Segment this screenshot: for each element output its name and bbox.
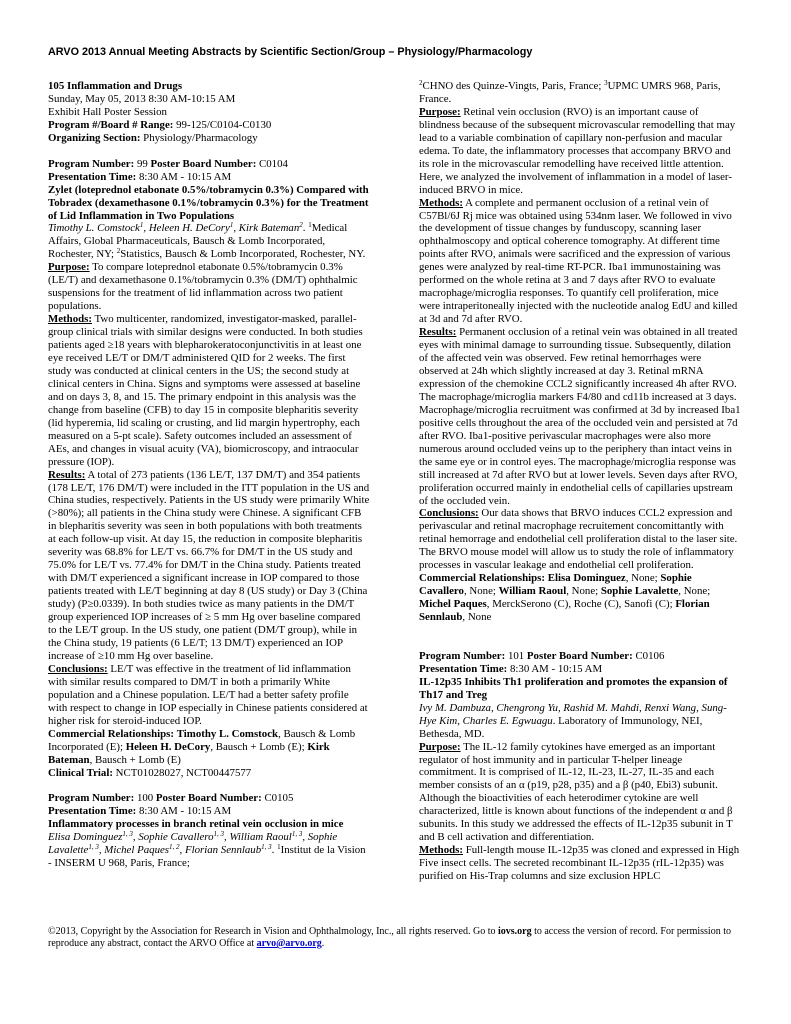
results: Results: A total of 273 patients (136 LE/T, 137 DM/T) and 354 patients (178 LE/T, 176 DM/T) were included in the ITT population in the US and China studies, respectively. Patients in the US study were primarily White (>80%); all patients in the China study were Chinese. A significant CFB in blepharitis severity was seen in both populations with both treatments at each follow-up visit. At day 15, the reduction in composite blepharitis severity was 68.8% for LE/T vs. 66.7% for DM/T in the US study and 75.0% for LE/T vs. 77.4% for DM/T in the China study. Patients treated with DM/T experienced a significant increase in IOP compared to those patients treated with LE/T beginning at day 8 (US study) or Day 3 (China study) (P≥0.0339). In both studies twice as many patients in the DM/T group experienced IOP increases of ≥ 5 mm Hg over baseline compared to the LE/T group. In the US study, one patient (DM/T group), while in the China study, 19 patients (6 LE/T; 13 DM/T) experienced an IOP increase of ≥10 mm Hg over baseline. [48, 468, 370, 662]
conclusions: Conclusions: LE/T was effective in the treatment of lid inflammation with similar results compared to DM/T in both a primarily White population and a Chinese population. LE/T had a better safety profile with respect to change in IOP especially in Chinese patients considered at higher risk for steroid-induced IOP. [48, 662, 368, 727]
session-title: 105 Inflammation and Drugs [48, 80, 183, 92]
abstract-101 [419, 650, 741, 883]
session-venue: Exhibit Hall Poster Session [48, 105, 167, 118]
left-column [48, 80, 370, 870]
abstract-100 [48, 792, 370, 870]
organizing-section-label: Organizing Section: [48, 131, 141, 144]
program-line: Program Number: 99 Poster Board Number: C0104 [48, 157, 288, 170]
arvo-email-link[interactable]: arvo@arvo.org [256, 938, 322, 949]
conclusions: Conclusions: Our data shows that BRVO induces CCL2 expression and perivascular and retinal macrophage recruitement concomittantly with retinal hemorrage and endothelial cell proliferation distal to the laser site. The BRVO mouse model will allow us to study the role of inflammatory processes in vascular leakage and endothelial cell proliferation. [419, 507, 738, 572]
commercial-relationships: Commercial Relationships: Elisa Dominguez, None; Sophie Cavallero, None; William Raoul, None; Sophie Lavalette, None; Michel Paques, MerckSerono (C), Roche (C), Sanofi (C); Florian Sennlaub, None [419, 572, 711, 624]
abstract-100-continued [419, 80, 741, 624]
results: Results: Permanent occlusion of a retinal vein was obtained in all treated eyes with minimal damage to surrounding tissue. Subsequently, dilation of the affected vein was observed. Few retinal hemorrhages were observed at 24h which slightly increased at day 3. Retinal mRNA expression of the chemokine CCL2 significantly increased 4h after RVO. The macrophage/microglia markers F4/80 and cd11b increased at 3 days. Macrophage/microglia recruitment was confirmed at 3d by increased Iba1 positive cells throughout the area of the occluded vein and persisted at 7d after RVO. Iba1-positive perivascular macrophages were also more numerous around occluded veins up to the periphery than intact veins in the same eye or in control eyes. The macrophage/microglia response was still increased at 7d after RVO but at lower levels. Seven days after RVO, proliferation occurred mainly in endothelial cells of capillaries upstream of the occluded vein. [419, 326, 741, 507]
purpose: Purpose: To compare loteprednol etabonate 0.5%/tobramycin 0.3% (LE/T) and dexamethasone 0.1%/tobramycin 0.3% (DM/T) ophthalmic suspensions for the treatment of lid inflammation across two patient populations. [48, 261, 358, 313]
time-line: Presentation Time: 8:30 AM - 10:15 AM [48, 805, 232, 818]
authors: Timothy L. Comstock$^1$, Heleen H. DeCory$^1$, Kirk Bateman$^2$. $^1$Medical Affairs, Global Pharmaceuticals, Bausch & Lomb Incorporated, Rochester, NY; $^2$Statistics, Bausch & Lomb Incorporated, Rochester, NY. [48, 221, 366, 261]
abstract-title: Inflammatory processes in branch retinal vein occlusion in mice [48, 818, 344, 831]
abstract-99 [48, 158, 370, 780]
program-range-value: 99-125/C0104-C0130 [173, 118, 272, 131]
authors: Ivy M. Dambuza, Chengrong Yu, Rashid M. Mahdi, Renxi Wang, Sung-Hye Kim, Charles E. Egwuagu. Laboratory of Immunology, NEI, Bethesda, MD. [419, 701, 727, 740]
program-range-label: Program #/Board # Range: [48, 118, 174, 131]
time-line: Presentation Time: 8:30 AM - 10:15 AM [48, 170, 232, 183]
page-header: ARVO 2013 Annual Meeting Abstracts by Scientific Section/Group – Physiology/Pharmacology [48, 46, 533, 58]
organizing-section [48, 132, 370, 145]
methods: Methods: Two multicenter, randomized, investigator-masked, parallel-group clinical trials with similar designs were conducted. In both studies patients aged ≥18 years with blepharokeratoconjunctivitis in at least one eye received LE/T or DM/T administered QID for 2 weeks. The first study was conducted at clinical centers in the US; the second study at clinical centers in China. Signs and symptoms were assessed at baseline and on days 3, 8, and 15. The primary endpoint in this analysis was the change from baseline (CFB) to day 15 in composite blepharitis severity (lid hyperemia, lid scaling or crusting, and lid margin hypertrophy, each measured on a 5-pt scale). Safety outcomes included an assessment of AEs, and changes in visual acuity (VA), biomicroscopy, and intraocular pressure (IOP). [48, 313, 363, 468]
session-date: Sunday, May 05, 2013 8:30 AM-10:15 AM [48, 92, 236, 105]
program-line: Program Number: 100 Poster Board Number: C0105 [48, 792, 294, 805]
authors: Elisa Dominguez$^{1, 3}$, Sophie Cavallero$^{1, 3}$, William Raoul$^{1, 3}$, Sophie Lavalette$^{1, 3}$, Michel Paques$^{1, 2}$, Florian Sennlaub$^{1, 3}$. $^1$Institut de la Vision - INSERM U 968, Paris, France; [48, 830, 366, 870]
time-line: Presentation Time: 8:30 AM - 10:15 AM [419, 662, 603, 675]
purpose: Purpose: Retinal vein occlusion (RVO) is an important cause of blindness because of the subsequent microvascular remodelling that may lead to a variable combination of capillary non-perfusion and macular edema. To date, the inflammatory processes that accompany BRVO and its role in the microvascular remodelling have received little attention. Here, we analyzed the involvement of inflammation in a model of laser-induced BRVO in mice. [419, 105, 736, 196]
commercial-relationships: Commercial Relationships: Timothy L. Comstock, Bausch & Lomb Incorporated (E); Heleen H. DeCory, Bausch + Lomb (E); Kirk Bateman, Bausch + Lomb (E) [48, 727, 356, 766]
methods: Methods: Full-length mouse IL-12p35 was cloned and expressed in High Five insect cells. The secreted recombinant IL-12p35 (rIL-12p35) was purified on His-Trap columns and size exclusion HPLC [419, 844, 740, 883]
program-range [48, 119, 370, 132]
methods: Methods: A complete and permanent occlusion of a retinal vein of C57Bl/6J Rj mice was obtained using 534nm laser. We followed in vivo the development of tissue changes by funduscopy, scanning laser ophthalmoscopy and optical coherence tomography. At different time points after RVO, animals were sacrificed and the expression of various genes were analyzed by real-time RT-PCR. Iba1 immunostaining was performed on the whole retina at 3 and 7 days after RVO to evaluate macrophage/microglia responses. To quantify cell proliferation, mice were intraperitoneally injected with the nucleotide analog EdU and killed at 3d and 7d after RVO. [419, 196, 738, 326]
iovs-link[interactable]: iovs.org [497, 926, 532, 937]
abstract-title: IL-12p35 Inhibits Th1 proliferation and promotes the expansion of Th17 and Treg [419, 675, 728, 701]
right-column [419, 80, 741, 883]
affiliations-continued: $^2$CHNO des Quinze-Vingts, Paris, France; $^3$UPMC UMRS 968, Paris, France. [419, 79, 721, 105]
clinical-trial: Clinical Trial: NCT01028027, NCT00447577 [48, 766, 252, 779]
organizing-section-value: Physiology/Pharmacology [140, 131, 258, 144]
program-line: Program Number: 101 Poster Board Number: C0106 [419, 649, 665, 662]
purpose: Purpose: The IL-12 family cytokines have emerged as an important regulator of host immunity and in particular T-helper lineage commitment. It is comprised of IL-12, IL-23, IL-27, IL-35 and each member consists of an α (p19, p28, p35) and a β (p40, Ebi3) subunit. Although the bioactivities of each heterodimer cytokine are well characterized, little is known about functions of the independent α and β subunits. In this study we addressed the effects of IL-12p35 subunit in T and B cell activation and differentiation. [419, 740, 733, 844]
abstract-title: Zylet (loteprednol etabonate 0.5%/tobramycin 0.3%) Compared with Tobradex (dexamethasone 0.1%/tobramycin 0.3%) for the Treatment of Lid Inflammation in Two Populations [48, 183, 369, 222]
copyright-footer: ©2013, Copyright by the Association for Research in Vision and Ophthalmology, Inc., all rights reserved. Go to iovs.org to access the version of record. For permission to reproduce any abstract, contact the ARVO Office at arvo@arvo.org. [48, 926, 731, 949]
